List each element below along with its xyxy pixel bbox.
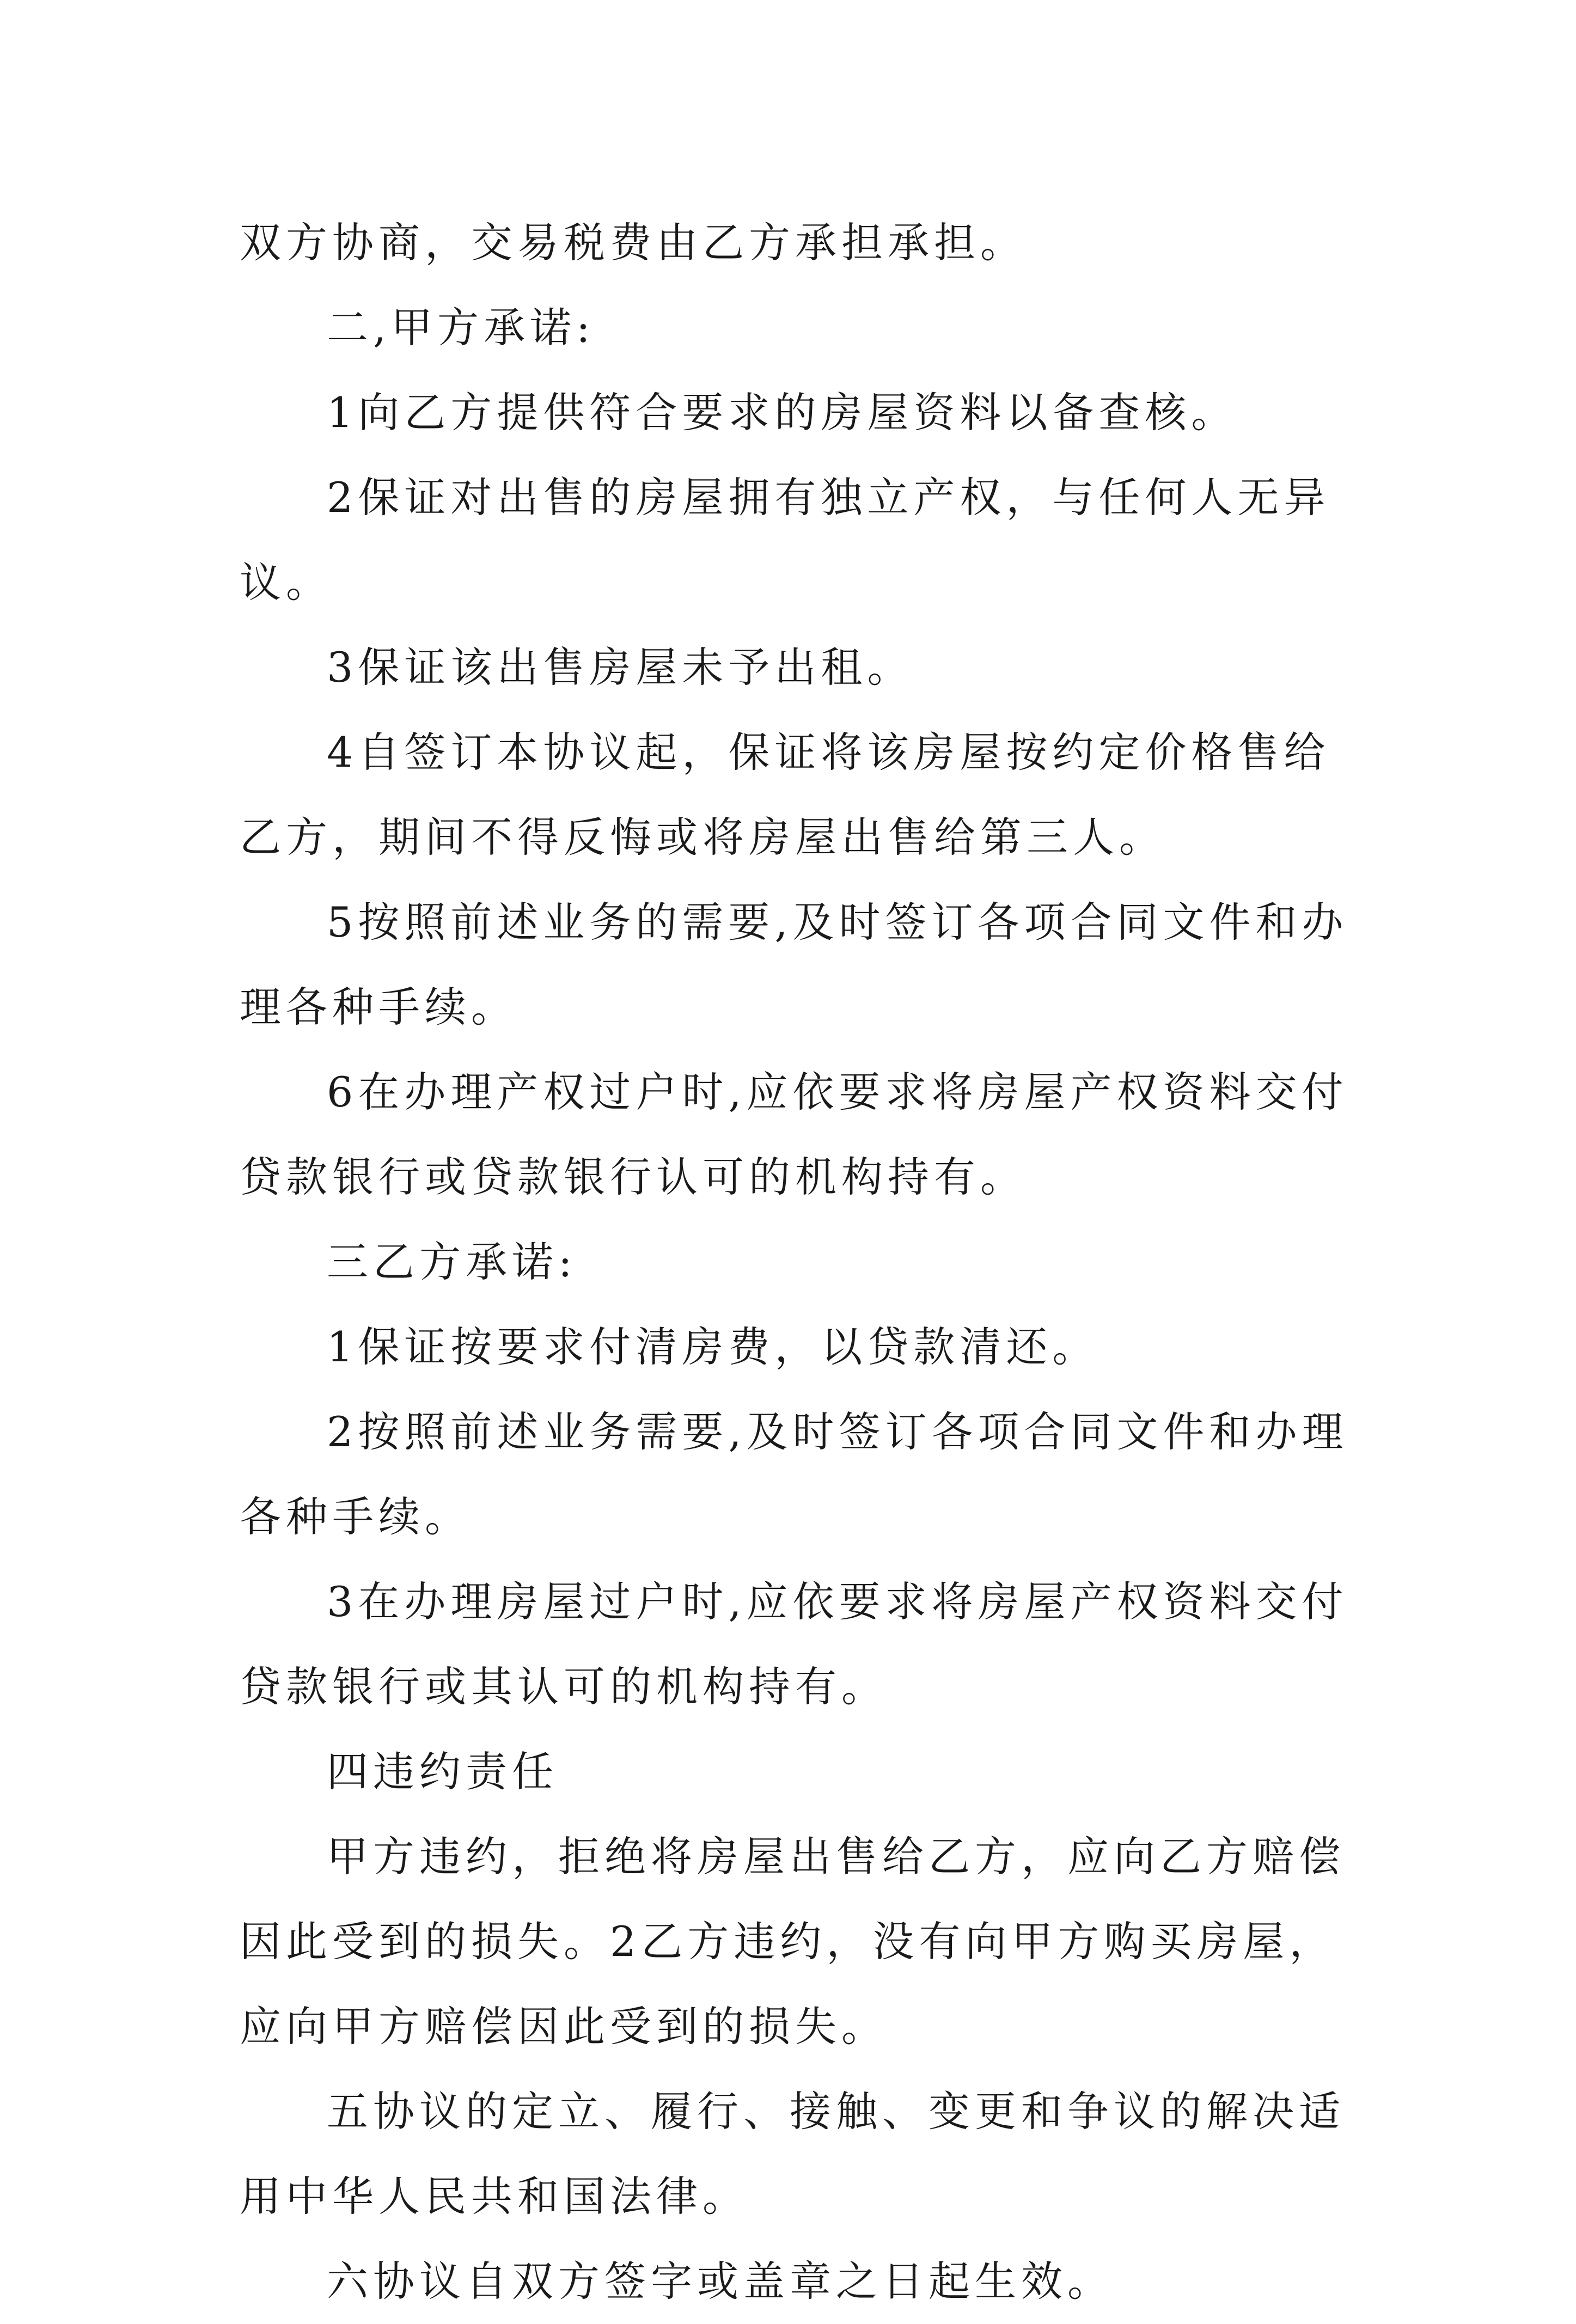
paragraph-a-5: 5按照前述业务的需要,及时签订各项合同文件和办理各种手续。 [240, 898, 1348, 1031]
paragraph-a-3: 3保证该出售房屋未予出租。 [327, 643, 914, 692]
paragraph-governing-law: 五协议的定立、履行、接触、变更和争议的解决适用中华人民共和国法律。 [240, 2087, 1345, 2221]
paragraph-effective-date: 六协议自双方签字或盖章之日起生效。 [327, 2257, 1114, 2305]
paragraph-a-2: 2保证对出售的房屋拥有独立产权，与任何人无异议。 [240, 473, 1330, 607]
paragraph-breach: 甲方违约，拒绝将房屋出售给乙方，应向乙方赔偿因此受到的损失。2乙方违约，没有向甲方购买房屋，应向甲方赔偿因此受到的损失。 [240, 1832, 1345, 2051]
document-body [240, 200, 1351, 2324]
heading-party-b-promises: 三乙方承诺: [327, 1238, 577, 1286]
heading-party-a-promises: 二,甲方承诺: [327, 303, 595, 352]
paragraph-a-1: 1向乙方提供符合要求的房屋资料以备查核。 [327, 388, 1238, 437]
heading-breach-liability: 四违约责任 [327, 1747, 558, 1796]
paragraph-b-1: 1保证按要求付清房费，以贷款清还。 [327, 1323, 1099, 1371]
paragraph-a-6: 6在办理产权过户时,应依要求将房屋产权资料交付贷款银行或贷款银行认可的机构持有。 [240, 1068, 1348, 1201]
paragraph-b-2: 2按照前述业务需要,及时签订各项合同文件和办理各种手续。 [240, 1408, 1348, 1541]
paragraph-a-4: 4自签订本协议起，保证将该房屋按约定价格售给乙方，期间不得反悔或将房屋出售给第三人。 [240, 728, 1330, 861]
paragraph-b-3: 3在办理房屋过户时,应依要求将房屋产权资料交付贷款银行或其认可的机构持有。 [240, 1577, 1348, 1711]
paragraph-tax-fees: 双方协商，交易税费由乙方承担承担。 [240, 218, 1027, 267]
